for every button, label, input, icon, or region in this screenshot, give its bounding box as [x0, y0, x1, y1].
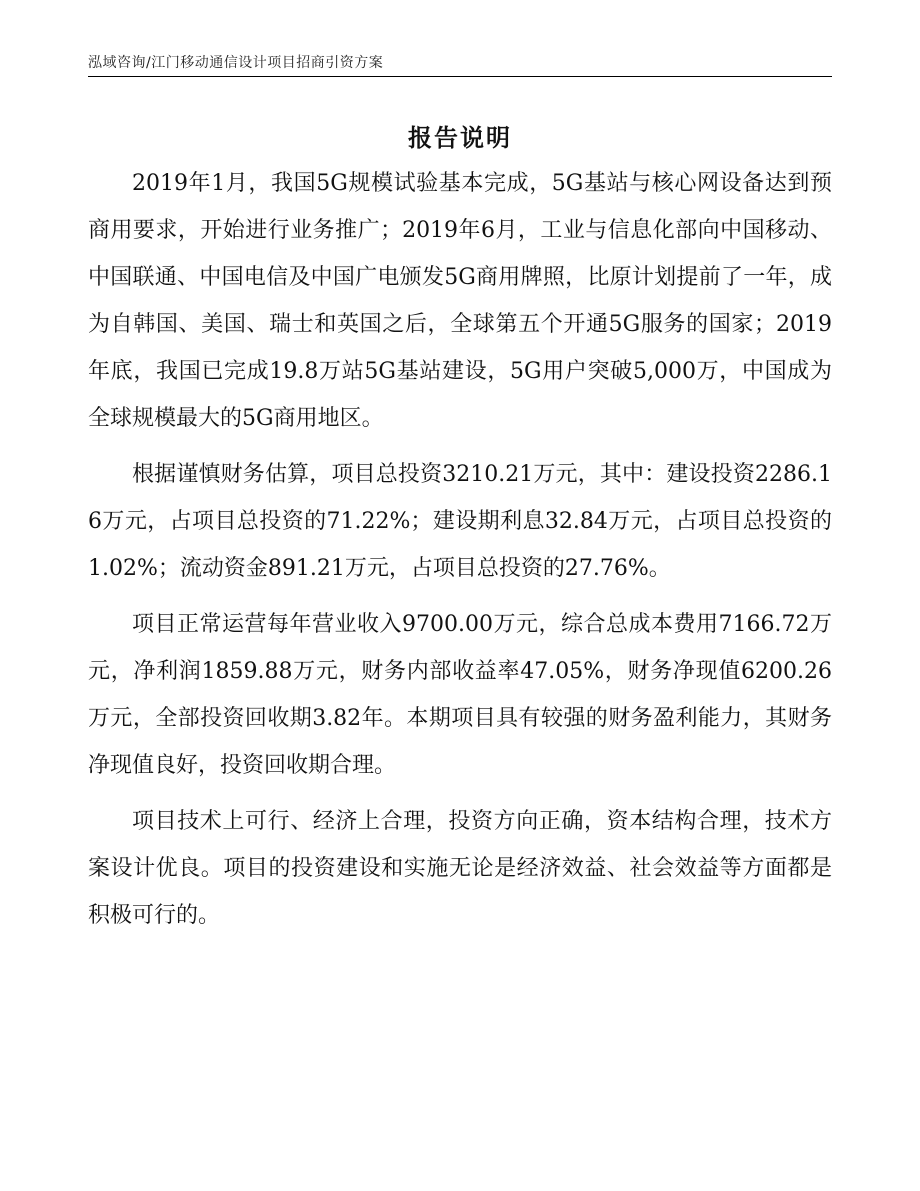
paragraph-financials: 项目正常运营每年营业收入9700.00万元，综合总成本费用7166.72万元，净利润1859.88万元，财务内部收益率47.05%，财务净现值6200.26万元，全部投资回收期3.82年。本期项目具有较强的财务盈利能力，其财务净现值良好，投资回收期合理。	[88, 612, 832, 778]
paragraph-feasibility: 项目技术上可行、经济上合理，投资方向正确，资本结构合理，技术方案设计优良。项目的投资建设和实施无论是经济效益、社会效益等方面都是积极可行的。	[88, 809, 832, 928]
running-header: 泓域咨询/江门移动通信设计项目招商引资方案	[88, 55, 384, 71]
header-divider	[88, 76, 832, 77]
paragraph-investment: 根据谨慎财务估算，项目总投资3210.21万元，其中：建设投资2286.16万元，占项目总投资的71.22%；建设期利息32.84万元，占项目总投资的1.02%；流动资金891.21万元，占项目总投资的27.76%。	[88, 462, 832, 581]
document-body	[88, 160, 832, 948]
page-title: 报告说明	[408, 123, 512, 152]
paragraph-5g-background: 2019年1月，我国5G规模试验基本完成，5G基站与核心网设备达到预商用要求，开始进行业务推广；2019年6月，工业与信息化部向中国移动、中国联通、中国电信及中国广电颁发5G商用牌照，比原计划提前了一年，成为自韩国、美国、瑞士和英国之后，全球第五个开通5G服务的国家；2019年底，我国已完成19.8万站5G基站建设，5G用户突破5,000万，中国成为全球规模最大的5G商用地区。	[88, 171, 832, 431]
